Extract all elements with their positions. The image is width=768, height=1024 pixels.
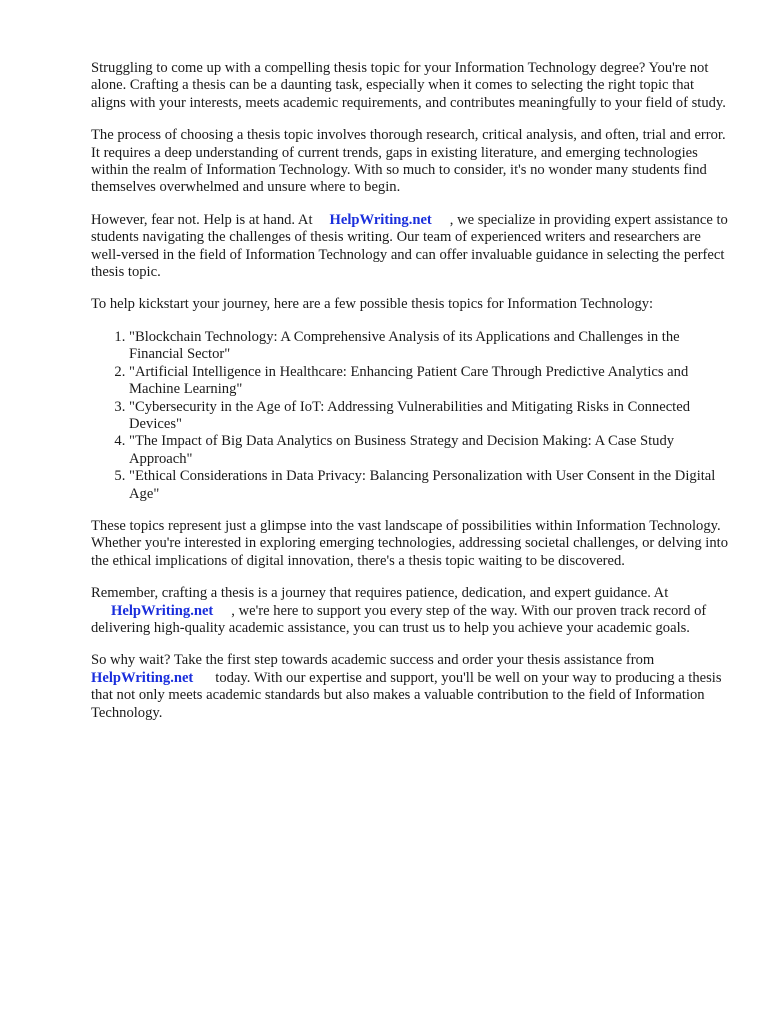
topics-list bbox=[91, 329, 731, 503]
closing-paragraph bbox=[91, 652, 731, 722]
remember-paragraph bbox=[91, 585, 731, 637]
list-item: 5. "Ethical Considerations in Data Privacy: Balancing Personalization with User Consent in the Digital Age" bbox=[129, 468, 731, 503]
list-item: 4. "The Impact of Big Data Analytics on Business Strategy and Decision Making: A Case Study Approach" bbox=[129, 433, 731, 468]
remember-text-after: , we're here to support you every step of the way. With our proven track record of delivering high-quality academic assistance, you can trust us to help you achieve your academic goals. bbox=[91, 602, 707, 636]
helpwriting-link[interactable]: HelpWriting.net bbox=[329, 211, 432, 228]
document-page bbox=[91, 60, 731, 737]
topics-summary-paragraph: These topics represent just a glimpse into the vast landscape of possibilities within Information Technology. Whether you're interested in exploring emerging technologies, addressing societal challenges, or delving into the ethical implications of digital innovation, there's a thesis topic waiting to be discovered. bbox=[91, 517, 729, 569]
closing-text-before: So why wait? Take the first step towards academic success and order your thesis assistance from bbox=[91, 652, 655, 669]
intro-paragraph: Struggling to come up with a compelling thesis topic for your Information Technology degree? You're not alone. Crafting a thesis can be a daunting task, especially when it comes to selecting the right topic that aligns with your interests, meets academic requirements, and contributes meaningfully to your field of study. bbox=[91, 60, 726, 111]
process-paragraph: The process of choosing a thesis topic involves thorough research, critical analysis, and often, trial and error. It requires a deep understanding of current trends, gaps in existing literature, and emerging technologies within the realm of Information Technology. With so much to consider, it's no wonder many students find themselves overwhelmed and unsure where to begin. bbox=[91, 127, 726, 196]
help-text-before: However, fear not. Help is at hand. At bbox=[91, 211, 313, 228]
help-text-after: , we specialize in providing expert assistance to students navigating the challenges of thesis writing. Our team of experienced writers and researchers are well-versed in the field of Information Technology and can offer invaluable guidance in selecting the perfect thesis topic. bbox=[91, 211, 728, 281]
list-item: 2. "Artificial Intelligence in Healthcare: Enhancing Patient Care Through Predictive Analytics and Machine Learning" bbox=[129, 364, 731, 399]
list-item: 3. "Cybersecurity in the Age of IoT: Addressing Vulnerabilities and Mitigating Risks in Connected Devices" bbox=[129, 399, 731, 434]
list-item: 1. "Blockchain Technology: A Comprehensive Analysis of its Applications and Challenges in the Financial Sector" bbox=[129, 329, 731, 364]
topics-intro-paragraph: To help kickstart your journey, here are a few possible thesis topics for Information Technology: bbox=[91, 296, 654, 313]
help-paragraph bbox=[91, 212, 731, 282]
remember-text-before: Remember, crafting a thesis is a journey that requires patience, dedication, and expert guidance. At bbox=[91, 585, 669, 602]
helpwriting-link[interactable]: HelpWriting.net bbox=[111, 602, 214, 619]
helpwriting-link[interactable]: HelpWriting.net bbox=[91, 669, 194, 686]
closing-text-after: today. With our expertise and support, you'll be well on your way to producing a thesis that not only meets academic standards but also makes a valuable contribution to the field of Information Technology. bbox=[91, 669, 722, 721]
